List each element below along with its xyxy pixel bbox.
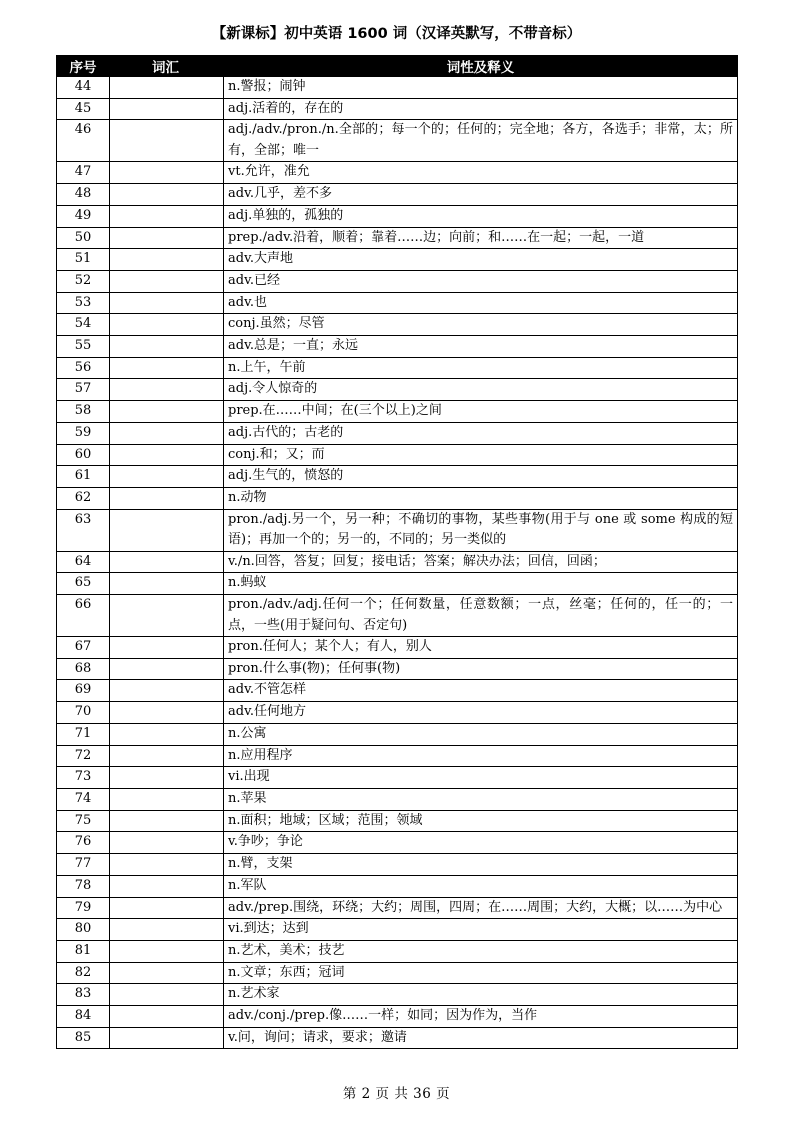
table-row <box>57 702 738 724</box>
definition-cell: adv./conj./prep.像……一样；如同；因为作为，当作 <box>224 1006 738 1028</box>
definition-cell: pron./adv./adj.任何一个；任何数量，任意数额；一点，丝毫；任何的，任一的；一点，一些(用于疑问句、否定句) <box>224 595 738 637</box>
vocabulary-answer-cell[interactable] <box>110 184 224 206</box>
table-row <box>57 227 738 249</box>
vocabulary-answer-cell[interactable] <box>110 788 224 810</box>
vocabulary-answer-cell[interactable] <box>110 702 224 724</box>
row-number: 84 <box>57 1006 110 1028</box>
table-row <box>57 466 738 488</box>
table-row <box>57 767 738 789</box>
vocabulary-answer-cell[interactable] <box>110 595 224 637</box>
vocabulary-answer-cell[interactable] <box>110 854 224 876</box>
row-number: 60 <box>57 444 110 466</box>
vocabulary-answer-cell[interactable] <box>110 1006 224 1028</box>
vocabulary-answer-cell[interactable] <box>110 810 224 832</box>
definition-cell: adv.总是；一直；永远 <box>224 336 738 358</box>
row-number: 70 <box>57 702 110 724</box>
page-footer: 第 2 页 共 36 页 <box>342 1086 451 1102</box>
definition-cell: adj.生气的，愤怒的 <box>224 466 738 488</box>
row-number: 50 <box>57 227 110 249</box>
table-row <box>57 422 738 444</box>
table-row <box>57 897 738 919</box>
table-body <box>57 77 738 1049</box>
table-row <box>57 249 738 271</box>
vocabulary-answer-cell[interactable] <box>110 658 224 680</box>
table-row <box>57 962 738 984</box>
vocabulary-answer-cell[interactable] <box>110 249 224 271</box>
vocabulary-answer-cell[interactable] <box>110 422 224 444</box>
vocabulary-table <box>56 55 738 1049</box>
row-number: 67 <box>57 637 110 659</box>
vocabulary-answer-cell[interactable] <box>110 745 224 767</box>
vocabulary-answer-cell[interactable] <box>110 77 224 99</box>
row-number: 45 <box>57 98 110 120</box>
row-number: 82 <box>57 962 110 984</box>
table-row <box>57 940 738 962</box>
column-header-vocabulary: 词汇 <box>110 56 224 77</box>
vocabulary-answer-cell[interactable] <box>110 487 224 509</box>
vocabulary-answer-cell[interactable] <box>110 680 224 702</box>
table-row <box>57 723 738 745</box>
row-number: 69 <box>57 680 110 702</box>
vocabulary-answer-cell[interactable] <box>110 832 224 854</box>
row-number: 71 <box>57 723 110 745</box>
row-number: 77 <box>57 854 110 876</box>
table-row <box>57 1027 738 1049</box>
definition-cell: adv.也 <box>224 292 738 314</box>
row-number: 49 <box>57 205 110 227</box>
table-row <box>57 292 738 314</box>
table-row <box>57 573 738 595</box>
table-row <box>57 205 738 227</box>
definition-cell: adv.任何地方 <box>224 702 738 724</box>
table-row <box>57 487 738 509</box>
row-number: 75 <box>57 810 110 832</box>
definition-cell: prep./adv.沿着，顺着；靠着……边；向前；和……在一起；一起，一道 <box>224 227 738 249</box>
vocabulary-answer-cell[interactable] <box>110 637 224 659</box>
vocabulary-answer-cell[interactable] <box>110 98 224 120</box>
row-number: 74 <box>57 788 110 810</box>
table-row <box>57 745 738 767</box>
vocabulary-answer-cell[interactable] <box>110 723 224 745</box>
row-number: 72 <box>57 745 110 767</box>
definition-cell: n.上午，午前 <box>224 357 738 379</box>
vocabulary-answer-cell[interactable] <box>110 466 224 488</box>
definition-cell: pron./adj.另一个，另一种；不确切的事物，某些事物(用于与 one 或 some 构成的短语)；再加一个的；另一的，不同的；另一类似的 <box>224 509 738 551</box>
table-row <box>57 379 738 401</box>
vocabulary-answer-cell[interactable] <box>110 401 224 423</box>
row-number: 47 <box>57 162 110 184</box>
table-row <box>57 875 738 897</box>
table-row <box>57 184 738 206</box>
table-row <box>57 357 738 379</box>
definition-cell: n.军队 <box>224 875 738 897</box>
definition-cell: n.动物 <box>224 487 738 509</box>
table-row <box>57 98 738 120</box>
definition-cell: conj.和；又；而 <box>224 444 738 466</box>
table-row <box>57 1006 738 1028</box>
definition-cell: prep.在……中间；在(三个以上)之间 <box>224 401 738 423</box>
vocabulary-answer-cell[interactable] <box>110 314 224 336</box>
definition-cell: adj.令人惊奇的 <box>224 379 738 401</box>
table-row <box>57 984 738 1006</box>
row-number: 73 <box>57 767 110 789</box>
table-row <box>57 314 738 336</box>
table-row <box>57 658 738 680</box>
row-number: 51 <box>57 249 110 271</box>
definition-cell: vi.到达；达到 <box>224 919 738 941</box>
table-row <box>57 788 738 810</box>
definition-cell: vt.允许，准允 <box>224 162 738 184</box>
row-number: 83 <box>57 984 110 1006</box>
vocabulary-answer-cell[interactable] <box>110 962 224 984</box>
vocabulary-answer-cell[interactable] <box>110 940 224 962</box>
definition-cell: vi.出现 <box>224 767 738 789</box>
row-number: 58 <box>57 401 110 423</box>
vocabulary-answer-cell[interactable] <box>110 573 224 595</box>
row-number: 79 <box>57 897 110 919</box>
vocabulary-answer-cell[interactable] <box>110 509 224 551</box>
definition-cell: n.蚂蚁 <box>224 573 738 595</box>
table-row <box>57 336 738 358</box>
row-number: 56 <box>57 357 110 379</box>
vocabulary-answer-cell[interactable] <box>110 270 224 292</box>
definition-cell: adj.活着的，存在的 <box>224 98 738 120</box>
table-row <box>57 270 738 292</box>
table-row <box>57 509 738 551</box>
definition-cell: v.问，询问；请求，要求；邀请 <box>224 1027 738 1049</box>
row-number: 55 <box>57 336 110 358</box>
vocabulary-answer-cell[interactable] <box>110 336 224 358</box>
table-row <box>57 77 738 99</box>
row-number: 44 <box>57 77 110 99</box>
definition-cell: pron.什么事(物)；任何事(物) <box>224 658 738 680</box>
row-number: 66 <box>57 595 110 637</box>
row-number: 76 <box>57 832 110 854</box>
table-row <box>57 551 738 573</box>
table-row <box>57 444 738 466</box>
vocabulary-answer-cell[interactable] <box>110 767 224 789</box>
definition-cell: n.面积；地域；区域；范围；领域 <box>224 810 738 832</box>
definition-cell: adj./adv./pron./n.全部的；每一个的；任何的；完全地；各方，各选手；非常，太；所有，全部；唯一 <box>224 120 738 162</box>
row-number: 57 <box>57 379 110 401</box>
row-number: 61 <box>57 466 110 488</box>
definition-cell: adv.已经 <box>224 270 738 292</box>
definition-cell: v.争吵；争论 <box>224 832 738 854</box>
vocabulary-answer-cell[interactable] <box>110 357 224 379</box>
row-number: 63 <box>57 509 110 551</box>
definition-cell: conj.虽然；尽管 <box>224 314 738 336</box>
definition-cell: adj.古代的；古老的 <box>224 422 738 444</box>
table-row <box>57 854 738 876</box>
row-number: 78 <box>57 875 110 897</box>
vocabulary-answer-cell[interactable] <box>110 897 224 919</box>
table-row <box>57 810 738 832</box>
table-row <box>57 919 738 941</box>
table-row <box>57 637 738 659</box>
row-number: 64 <box>57 551 110 573</box>
row-number: 54 <box>57 314 110 336</box>
row-number: 65 <box>57 573 110 595</box>
vocabulary-answer-cell[interactable] <box>110 919 224 941</box>
vocabulary-answer-cell[interactable] <box>110 1027 224 1049</box>
page-title: 【新课标】初中英语 1600 词（汉译英默写，不带音标） <box>211 26 582 42</box>
definition-cell: adv./prep.围绕，环绕；大约；周围，四周；在……周围；大约，大概；以……为中心 <box>224 897 738 919</box>
row-number: 85 <box>57 1027 110 1049</box>
vocabulary-answer-cell[interactable] <box>110 875 224 897</box>
row-number: 46 <box>57 120 110 162</box>
definition-cell: pron.任何人；某个人；有人，别人 <box>224 637 738 659</box>
table-row <box>57 595 738 637</box>
definition-cell: adj.单独的，孤独的 <box>224 205 738 227</box>
table-row <box>57 401 738 423</box>
table-header-row <box>57 56 738 77</box>
table-row <box>57 832 738 854</box>
vocabulary-answer-cell[interactable] <box>110 205 224 227</box>
column-header-definition: 词性及释义 <box>224 56 738 77</box>
definition-cell: n.艺术家 <box>224 984 738 1006</box>
table-row <box>57 120 738 162</box>
definition-cell: n.文章；东西；冠词 <box>224 962 738 984</box>
row-number: 59 <box>57 422 110 444</box>
row-number: 62 <box>57 487 110 509</box>
vocabulary-answer-cell[interactable] <box>110 444 224 466</box>
vocabulary-answer-cell[interactable] <box>110 984 224 1006</box>
vocabulary-answer-cell[interactable] <box>110 227 224 249</box>
definition-cell: adv.不管怎样 <box>224 680 738 702</box>
vocabulary-answer-cell[interactable] <box>110 120 224 162</box>
definition-cell: adv.几乎，差不多 <box>224 184 738 206</box>
vocabulary-answer-cell[interactable] <box>110 551 224 573</box>
table-row <box>57 680 738 702</box>
vocabulary-answer-cell[interactable] <box>110 292 224 314</box>
row-number: 52 <box>57 270 110 292</box>
vocabulary-answer-cell[interactable] <box>110 379 224 401</box>
definition-cell: adv.大声地 <box>224 249 738 271</box>
definition-cell: n.应用程序 <box>224 745 738 767</box>
row-number: 48 <box>57 184 110 206</box>
row-number: 80 <box>57 919 110 941</box>
definition-cell: v./n.回答，答复；回复；接电话；答案；解决办法；回信，回函； <box>224 551 738 573</box>
row-number: 81 <box>57 940 110 962</box>
table-row <box>57 162 738 184</box>
definition-cell: n.苹果 <box>224 788 738 810</box>
definition-cell: n.臂，支架 <box>224 854 738 876</box>
column-header-number: 序号 <box>57 56 110 77</box>
vocabulary-answer-cell[interactable] <box>110 162 224 184</box>
definition-cell: n.艺术，美术；技艺 <box>224 940 738 962</box>
row-number: 53 <box>57 292 110 314</box>
definition-cell: n.警报；闹钟 <box>224 77 738 99</box>
row-number: 68 <box>57 658 110 680</box>
definition-cell: n.公寓 <box>224 723 738 745</box>
